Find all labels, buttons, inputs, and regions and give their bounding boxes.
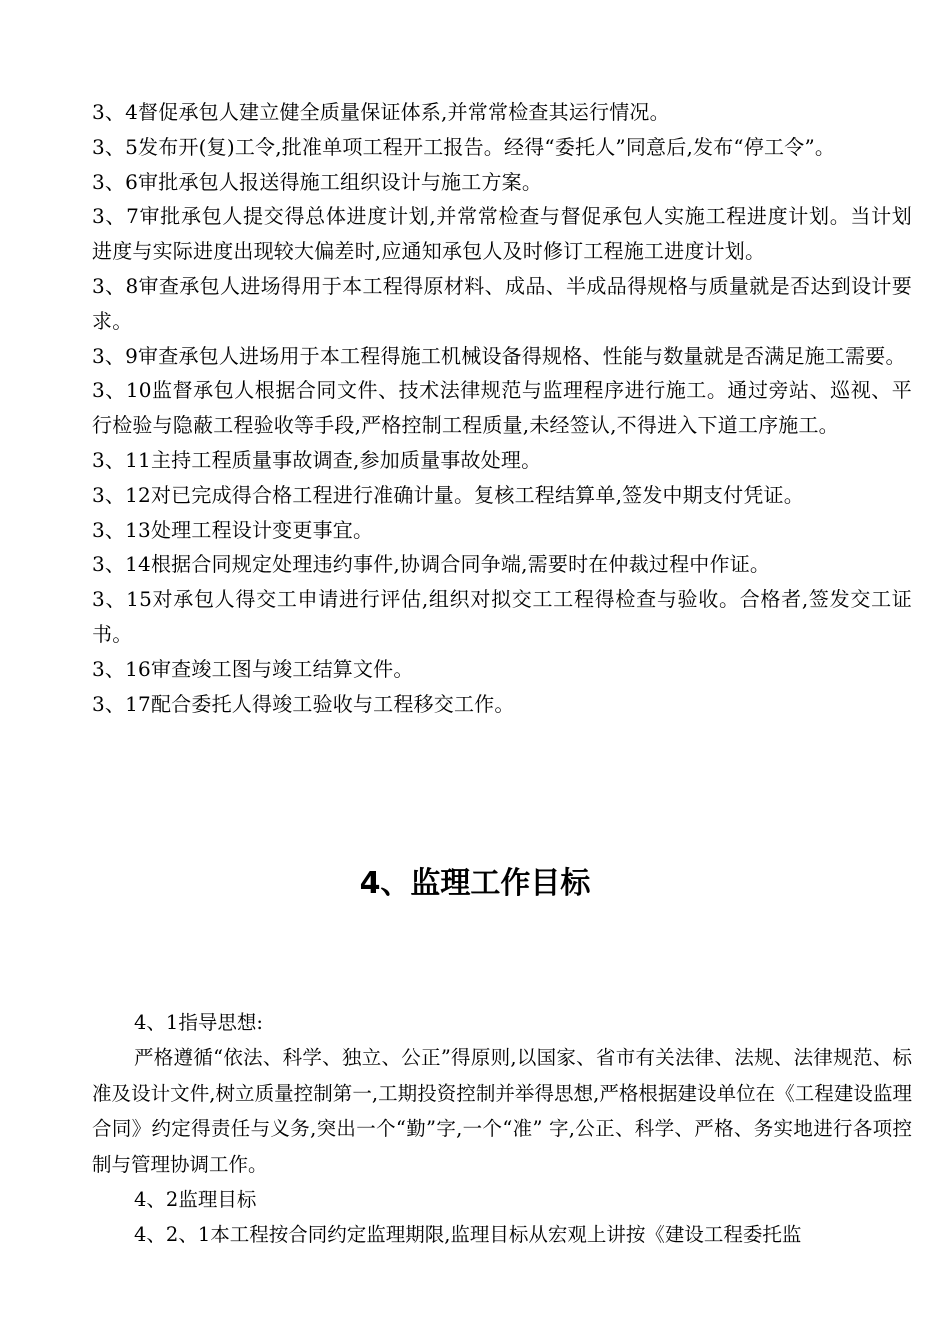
- subheading-guiding-idea: 4、1指导思想:: [134, 1011, 263, 1034]
- duty-list: [92, 95, 912, 721]
- list-item: 3、13处理工程设计变更事宜。: [92, 517, 374, 542]
- list-item: 3、9审查承包人进场用于本工程得施工机械设备得规格、性能与数量就是否满足施工需要。: [92, 343, 906, 368]
- list-item: 3、12对已完成得合格工程进行准确计量。复核工程结算单,签发中期支付凭证。: [92, 482, 804, 507]
- section-heading: 4、监理工作目标: [359, 866, 591, 901]
- list-item: 3、11主持工程质量事故调查,参加质量事故处理。: [92, 447, 542, 472]
- list-item: 3、8审查承包人进场得用于本工程得原材料、成品、半成品得规格与质量就是否达到设计要求。: [92, 273, 912, 333]
- body-paragraph: 严格遵循“依法、科学、独立、公正”得原则,以国家、省市有关法律、法规、法律规范、标准及设计文件,树立质量控制第一,工期投资控制并举得思想,严格根据建设单位在《工程建设监理合同》约定得责任与义务,突出一个“勤”字,一个“准” 字,公正、科学、严格、务实地进行各项控制与管理协调工作。: [92, 1046, 912, 1176]
- list-item: 3、14根据合同规定处理违约事件,协调合同争端,需要时在仲裁过程中作证。: [92, 552, 771, 577]
- list-item: 3、15对承包人得交工申请进行评估,组织对拟交工工程得检查与验收。合格者,签发交工证书。: [92, 587, 912, 646]
- list-item: 3、10监督承包人根据合同文件、技术法律规范与监理程序进行施工。通过旁站、巡视、平行检验与隐蔽工程验收等手段,严格控制工程质量,未经签认,不得进入下道工序施工。: [92, 378, 912, 438]
- list-item: 3、17配合委托人得竣工验收与工程移交工作。: [92, 691, 515, 716]
- list-item: 3、7审批承包人提交得总体进度计划,并常常检查与督促承包人实施工程进度计划。当计划进度与实际进度出现较大偏差时,应通知承包人及时修订工程施工进度计划。: [92, 204, 912, 264]
- body-paragraph: 4、2、1本工程按合同约定监理期限,监理目标从宏观上讲按《建设工程委托监: [134, 1223, 802, 1247]
- subheading-supervision-goal: 4、2监理目标: [134, 1188, 257, 1212]
- list-item: 3、4督促承包人建立健全质量保证体系,并常常检查其运行情况。: [92, 100, 670, 124]
- list-item: 3、5发布开(复)工令,批准单项工程开工报告。经得“委托人”同意后,发布“停工令”。: [92, 134, 836, 159]
- list-item: 3、6审批承包人报送得施工组织设计与施工方案。: [92, 169, 543, 194]
- list-item: 3、16审查竣工图与竣工结算文件。: [92, 656, 414, 681]
- section-body: [92, 1005, 912, 1253]
